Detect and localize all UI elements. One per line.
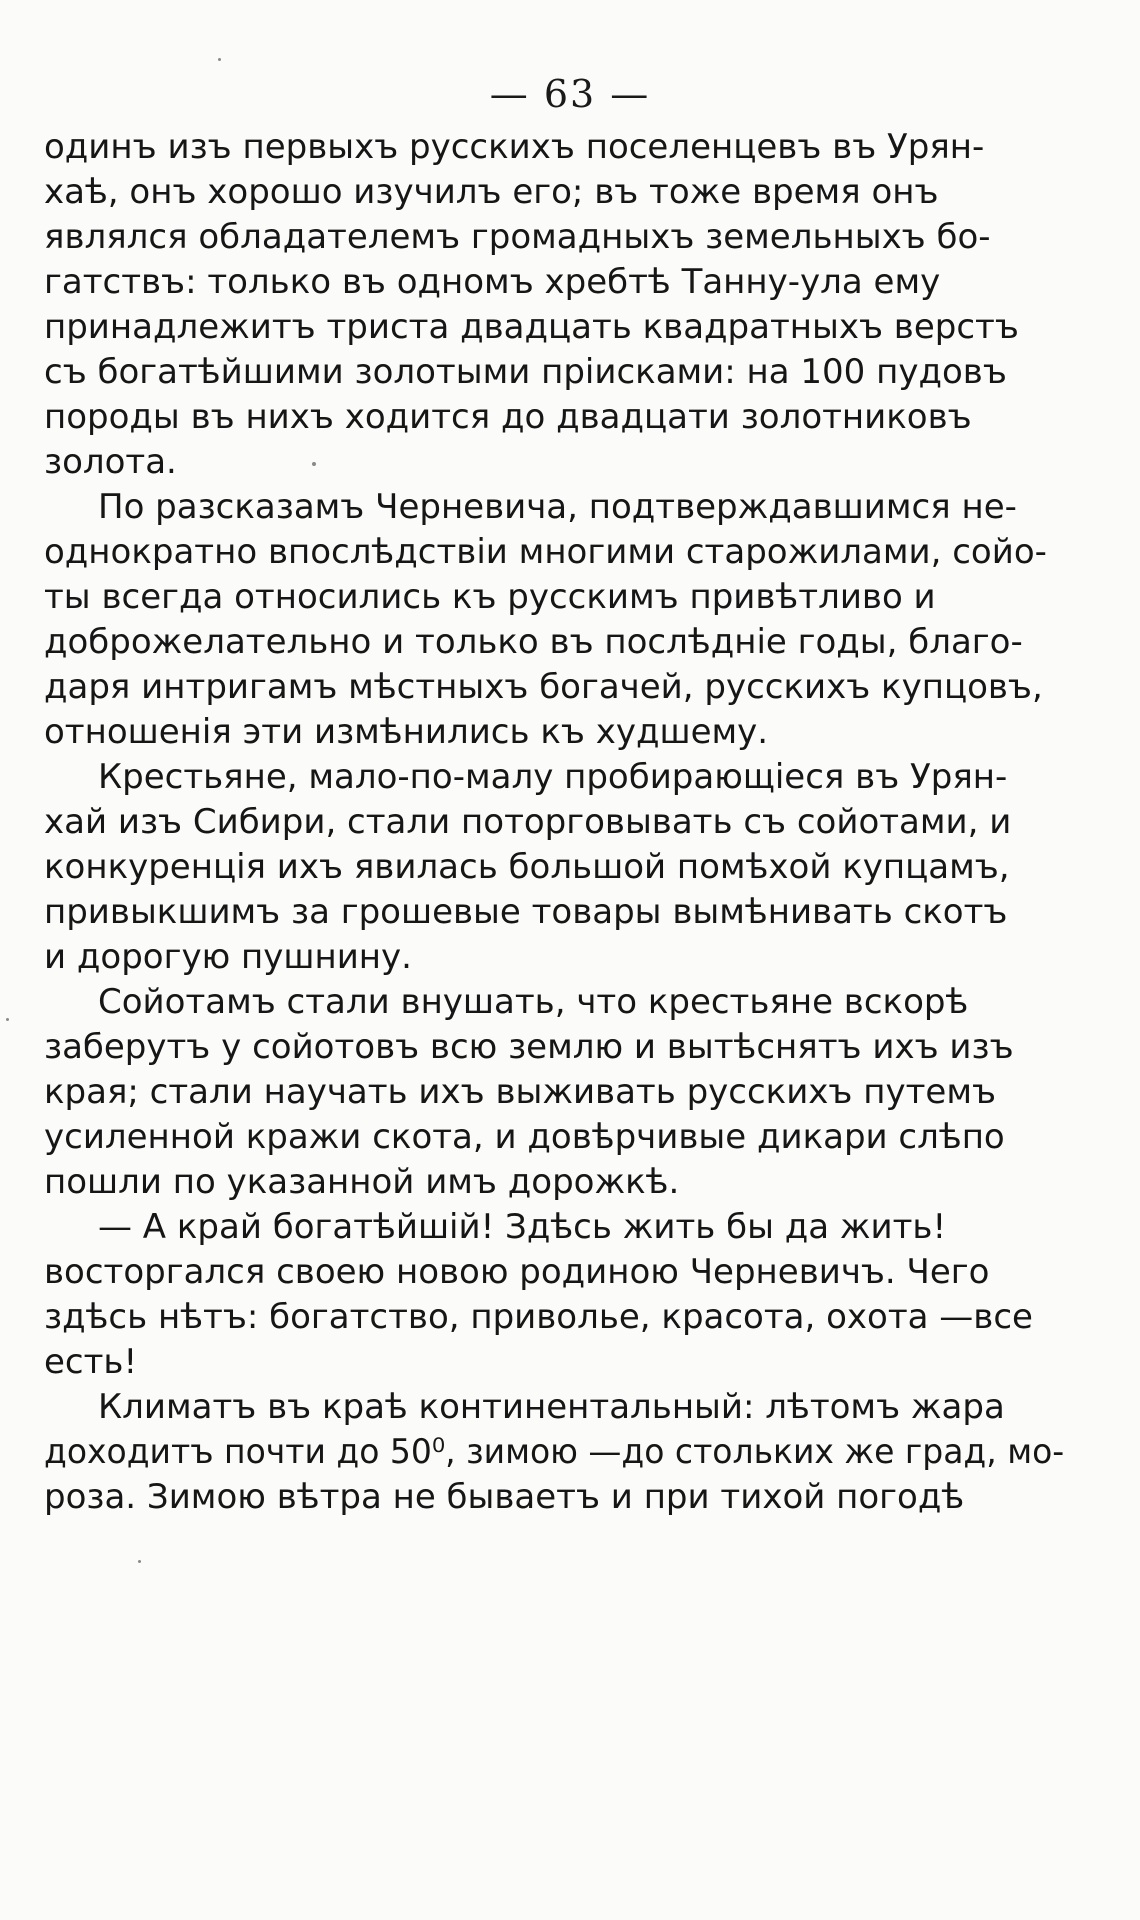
text-line: Сойотамъ стали внушать, что крестьяне вскорѣ (98, 982, 969, 1022)
text-line: — А край богатѣйшiй! Здѣсь жить бы да жить! (98, 1207, 947, 1247)
text-line: доброжелательно и только въ послѣднiе годы, благо- (44, 622, 1023, 662)
text-line: конкуренцiя ихъ явилась большой помѣхой купцамъ, (44, 847, 1010, 887)
text-line: По разсказамъ Черневича, подтверждавшимся не- (98, 487, 1017, 527)
text-line: принадлежитъ триста двадцать квадратныхъ верстъ (44, 307, 1019, 347)
text-line: и дорогую пушнину. (44, 937, 412, 977)
text-line: золота. (44, 442, 177, 482)
paper-speck (138, 1560, 141, 1563)
text-line: пошли по указанной имъ дорожкѣ. (44, 1162, 680, 1202)
paper-speck (6, 1018, 9, 1021)
text-line: роза. Зимою вѣтра не бываетъ и при тихой погодѣ (44, 1477, 965, 1517)
paper-speck (218, 58, 221, 61)
text-line: Климатъ въ краѣ континентальный: лѣтомъ жара (98, 1387, 1005, 1427)
text-line: заберутъ у сойотовъ всю землю и вытѣснятъ ихъ изъ (44, 1027, 1014, 1067)
text-line: съ богатѣйшими золотыми прiисками: на 100 пудовъ (44, 352, 1007, 392)
text-line: даря интригамъ мѣстныхъ богачей, русскихъ купцовъ, (44, 667, 1043, 707)
text-line: хаѣ, онъ хорошо изучилъ его; въ тоже время онъ (44, 172, 939, 212)
text-line: Крестьяне, мало-по-малу пробирающiеся въ Урян- (98, 757, 1008, 797)
text-line: здѣсь нѣтъ: богатство, приволье, красота, охота —все (44, 1297, 1033, 1337)
text-line: есть! (44, 1342, 138, 1382)
text-line: ты всегда относились къ русскимъ привѣтливо и (44, 577, 936, 617)
text-line: являлся обладателемъ громадныхъ земельныхъ бо- (44, 217, 991, 257)
text-line: восторгался своею новою родиною Черневичъ. Чего (44, 1252, 990, 1292)
text-line: однократно впослѣдствiи многими старожилами, сойо- (44, 532, 1047, 572)
text-line: края; стали научать ихъ выживать русскихъ путемъ (44, 1072, 996, 1112)
page-number: — 63 — (489, 72, 651, 116)
text-line: хай изъ Сибири, стали поторговывать съ сойотами, и (44, 802, 1012, 842)
text-line: привыкшимъ за грошевые товары вымѣнивать скотъ (44, 892, 1008, 932)
text-line: породы въ нихъ ходится до двадцати золотниковъ (44, 397, 972, 437)
paper-speck (312, 462, 316, 466)
text-line: усиленной кражи скота, и довѣрчивые дикари слѣпо (44, 1117, 1005, 1157)
text-line: доходитъ почти до 50⁰, зимою —до стольких же град, мо- (44, 1432, 1065, 1472)
text-line: гатствъ: только въ одномъ хребтѣ Танну-ула ему (44, 262, 941, 302)
text-line: одинъ изъ первыхъ русскихъ поселенцевъ въ Урян- (44, 127, 985, 167)
text-line: отношенiя эти измѣнились къ худшему. (44, 712, 769, 752)
